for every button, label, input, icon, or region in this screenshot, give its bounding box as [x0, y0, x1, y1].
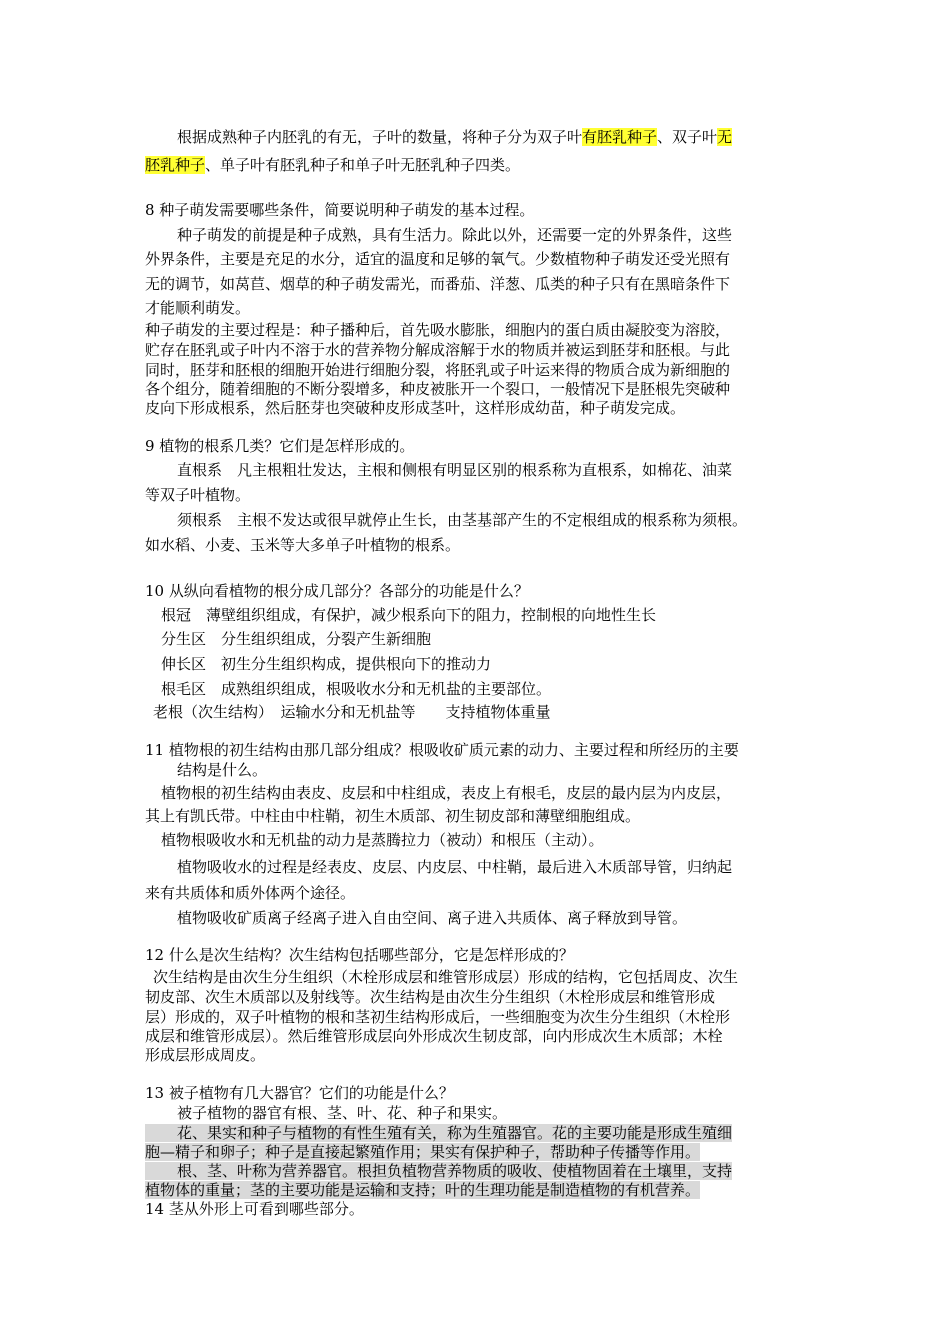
- answer-line: 皮向下形成根系，然后胚芽也突破种皮形成茎叶，这样形成幼苗，种子萌发完成。: [145, 399, 686, 417]
- highlighted-text: 无: [717, 128, 733, 146]
- answer-line: 被子植物的器官有根、茎、叶、花、种子和果实。: [177, 1104, 508, 1122]
- answer-line: 种子萌发的主要过程是：种子播种后，首先吸水膨胀，细胞内的蛋白质由凝胶变为溶胶，: [145, 321, 731, 339]
- answer-line: 等双子叶植物。: [145, 486, 251, 504]
- answer-line: 各个组分，随着细胞的不断分裂增多，种皮被胀开一个裂口，一般情况下是胚根先突破种: [145, 380, 731, 398]
- answer-line: [145, 1181, 700, 1199]
- highlighted-text: 植物体的重量；茎的主要功能是运输和支持；叶的生理功能是制造植物的有机营养。: [145, 1181, 701, 1199]
- answer-line: 层）形成的，双子叶植物的根和茎初生结构形成后，一些细胞变为次生分生组织（木栓形: [145, 1008, 731, 1026]
- highlighted-text: 胞—精子和卵子；种子是直接起繁殖作用；果实有保护种子，帮助种子传播等作用。: [145, 1143, 701, 1161]
- answer-line: 次生结构是由次生分生组织（木栓形成层和维管形成层）形成的结构，它包括周皮、次生: [153, 968, 739, 986]
- answer-line: 植物吸收矿质离子经离子进入自由空间、离子进入共质体、离子释放到导管。: [177, 909, 688, 927]
- answer-line: 植物根的初生结构由表皮、皮层和中柱组成，表皮上有根毛，皮层的最内层为内皮层，: [161, 784, 732, 802]
- answer-line: 贮存在胚乳或子叶内不溶于水的营养物分解成溶解于水的物质并被运到胚芽和胚根。与此: [145, 341, 731, 359]
- answer-line: 植物根吸收水和无机盐的动力是蒸腾拉力（被动）和根压（主动）。: [161, 831, 604, 849]
- answer-line: 来有共质体和质外体两个途径。: [145, 884, 356, 902]
- answer-line: 韧皮部、次生木质部以及射线等。次生结构是由次生分生组织（木栓形成层和维管形成: [145, 988, 716, 1006]
- answer-line: [145, 1162, 732, 1180]
- list-item: 根毛区 成熟组织组成，根吸收水分和无机盐的主要部位。: [161, 680, 552, 698]
- answer-line: 形成层形成周皮。: [145, 1046, 266, 1064]
- question-title: 14 茎从外形上可看到哪些部分。: [145, 1200, 364, 1218]
- answer-line: 须根系 主根不发达或很早就停止生长，由茎基部产生的不定根组成的根系称为须根。: [177, 511, 748, 529]
- highlighted-text: 有胚乳种子: [582, 128, 658, 146]
- answer-line: 如水稻、小麦、玉米等大多单子叶植物的根系。: [145, 536, 461, 554]
- question-title: 9 植物的根系几类？它们是怎样形成的。: [145, 437, 415, 455]
- question-title: 10 从纵向看植物的根分成几部分？各部分的功能是什么？: [145, 582, 529, 600]
- highlighted-text: 胚乳种子: [145, 156, 206, 174]
- highlighted-text: 花、果实和种子与植物的有性生殖有关，称为生殖器官。花的主要功能是形成生殖细: [145, 1124, 732, 1142]
- highlighted-text: 根、茎、叶称为营养器官。根担负植物营养物质的吸收、使植物固着在土壤里，支持: [145, 1162, 732, 1180]
- answer-line: 同时，胚芽和胚根的细胞开始进行细胞分裂，将胚乳或子叶运来得的物质合成为新细胞的: [145, 361, 731, 379]
- list-item: 老根（次生结构） 运输水分和无机盐等 支持植物体重量: [153, 703, 551, 721]
- question-title: 11 植物根的初生结构由那几部分组成？根吸收矿质元素的动力、主要过程和所经历的主要: [145, 741, 739, 759]
- answer-line: [145, 1124, 732, 1142]
- question-title: 12 什么是次生结构？次生结构包括哪些部分，它是怎样形成的？: [145, 946, 574, 964]
- list-item: 分生区 分生组织组成，分裂产生新细胞: [161, 630, 432, 648]
- text-line: [145, 156, 520, 174]
- answer-line: 直根系 凡主根粗壮发达，主根和侧根有明显区别的根系称为直根系，如棉花、油菜: [177, 461, 733, 479]
- answer-line: 其上有凯氏带。中柱由中柱鞘，初生木质部、初生韧皮部和薄壁细胞组成。: [145, 807, 641, 825]
- answer-line: 成层和维管形成层）。然后维管形成层向外形成次生韧皮部，向内形成次生木质部；木栓: [145, 1027, 723, 1045]
- question-title: 13 被子植物有几大器官？它们的功能是什么？: [145, 1084, 454, 1102]
- text-line: [177, 128, 732, 146]
- answer-line: [145, 1143, 700, 1161]
- text-span: 、单子叶有胚乳种子和单子叶无胚乳种子四类。: [205, 156, 521, 174]
- question-title: 8 种子萌发需要哪些条件，简要说明种子萌发的基本过程。: [145, 201, 535, 219]
- answer-line: 植物吸收水的过程是经表皮、皮层、内皮层、中柱鞘，最后进入木质部导管，归纳起: [177, 858, 733, 876]
- answer-line: 外界条件，主要是充足的水分，适宜的温度和足够的氧气。少数植物种子萌发还受光照有: [145, 250, 731, 268]
- text-span: 、双子叶: [657, 128, 718, 146]
- answer-line: 无的调节，如莴苣、烟草的种子萌发需光，而番茄、洋葱、瓜类的种子只有在黑暗条件下: [145, 275, 731, 293]
- list-item: 伸长区 初生分生组织构成，提供根向下的推动力: [161, 655, 492, 673]
- question-title: 结构是什么。: [177, 761, 268, 779]
- answer-line: 才能顺利萌发。: [145, 299, 251, 317]
- text-span: 根据成熟种子内胚乳的有无，子叶的数量，将种子分为双子叶: [177, 128, 583, 146]
- list-item: 根冠 薄壁组织组成，有保护，减少根系向下的阻力，控制根的向地性生长: [161, 606, 657, 624]
- answer-line: 种子萌发的前提是种子成熟，具有生活力。除此以外，还需要一定的外界条件，这些: [177, 226, 733, 244]
